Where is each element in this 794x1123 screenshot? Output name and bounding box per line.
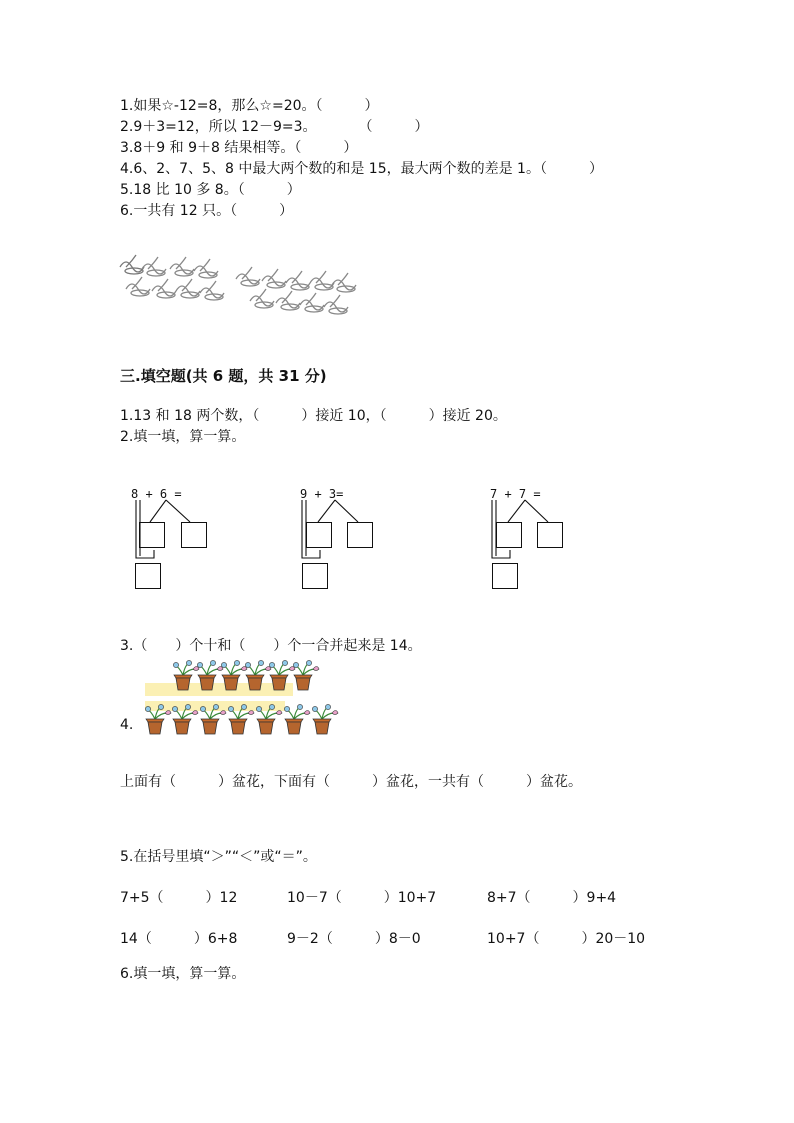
answer-box[interactable] — [135, 563, 161, 589]
flower-pots-picture — [145, 655, 350, 750]
judge-question-6: 6.一共有 12 只。（ ） — [120, 203, 294, 219]
judge-question-2: 2.9＋3=12，所以 12－9=3。 （ ） — [120, 119, 429, 135]
compare-item: 7+5（ ）12 — [120, 890, 238, 906]
judge-question-4: 4.6、2、7、5、8 中最大两个数的和是 15，最大两个数的差是 1。（ ） — [120, 161, 603, 177]
answer-box[interactable] — [347, 522, 373, 548]
answer-box[interactable] — [306, 522, 332, 548]
answer-box[interactable] — [496, 522, 522, 548]
fill-question-3: 3.（ ）个十和（ ）个一合并起来是 14。 — [120, 638, 422, 654]
section-title: 三.填空题(共 6 题，共 31 分) — [120, 367, 327, 385]
equation-1: 8 + 6 = — [131, 487, 182, 501]
compare-item: 14（ ）6+8 — [120, 931, 238, 947]
answer-box[interactable] — [492, 563, 518, 589]
fill-question-4-number: 4. — [120, 717, 134, 733]
answer-box[interactable] — [181, 522, 207, 548]
fill-question-4-text: 上面有（ ）盆花，下面有（ ）盆花，一共有（ ）盆花。 — [120, 774, 582, 790]
judge-question-3: 3.8＋9 和 9＋8 结果相等。（ ） — [120, 140, 358, 156]
answer-box[interactable] — [139, 522, 165, 548]
fill-question-6: 6.填一填，算一算。 — [120, 966, 246, 982]
answer-box[interactable] — [302, 563, 328, 589]
fill-question-5: 5.在括号里填“＞”“＜”或“＝”。 — [120, 849, 317, 865]
equation-3: 7 + 7 = — [490, 487, 541, 501]
compare-item: 8+7（ ）9+4 — [487, 890, 617, 906]
fill-question-1: 1.13 和 18 两个数，（ ）接近 10，（ ）接近 20。 — [120, 408, 507, 424]
compare-item: 10－7（ ）10+7 — [287, 890, 437, 906]
fill-question-2: 2.填一填，算一算。 — [120, 429, 246, 445]
equation-2: 9 + 3= — [300, 487, 344, 501]
judge-question-1: 1.如果☆-12=8，那么☆=20。（ ） — [120, 98, 379, 114]
compare-item: 9－2（ ）8－0 — [287, 931, 421, 947]
compare-item: 10+7（ ）20－10 — [487, 931, 646, 947]
judge-question-5: 5.18 比 10 多 8。（ ） — [120, 182, 301, 198]
answer-box[interactable] — [537, 522, 563, 548]
